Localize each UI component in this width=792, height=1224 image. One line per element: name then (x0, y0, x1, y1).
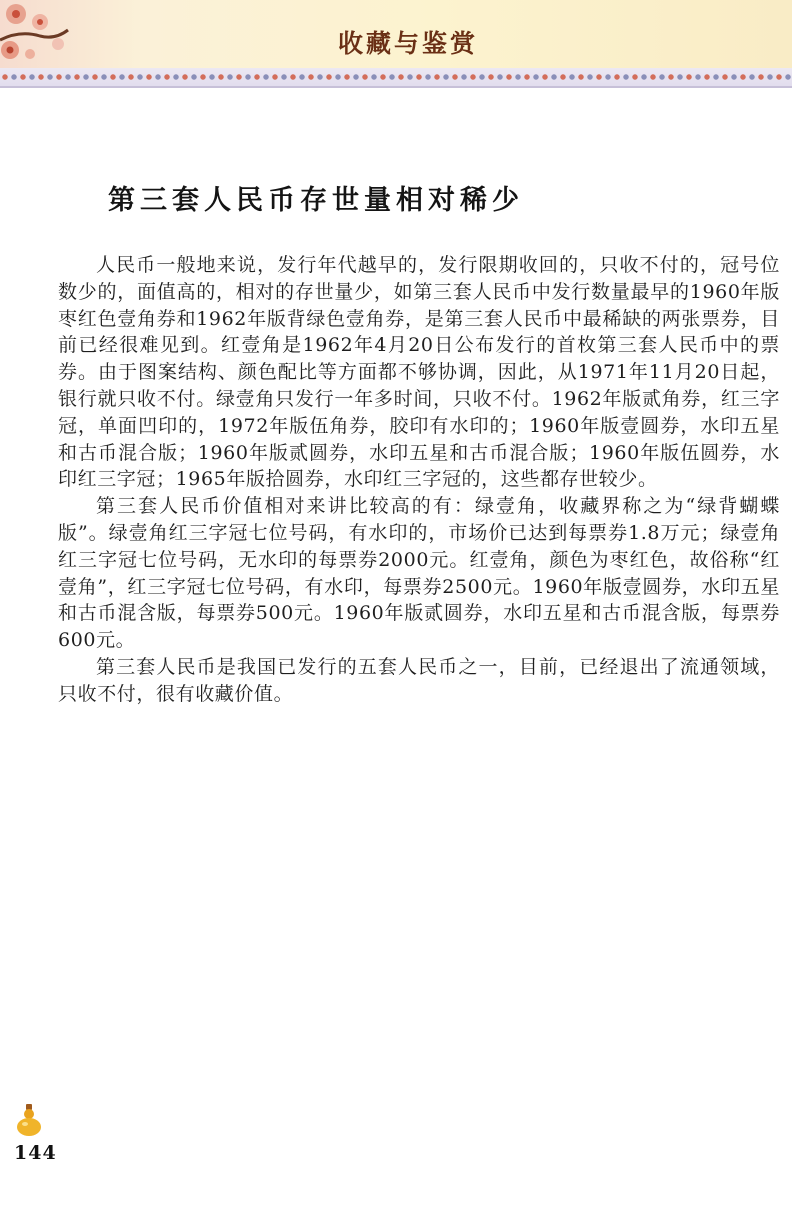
paragraph: 人民币一般地来说，发行年代越早的，发行限期收回的，只收不付的，冠号位数少的，面值高的，相对的存世量少，如第三套人民币中发行数量最早的1960年版枣红色壹角券和1962年版背绿色壹角券，是第三套人民币中最稀缺的两张票券，目前已经很难见到。红壹角是1962年4月20日公布发行的首枚第三套人民币中的票券。由于图案结构、颜色配比等方面都不够协调，因此，从1971年11月20日起，银行就只收不付。绿壹角只发行一年多时间，只收不付。1962年版贰角券，红三字冠，单面凹印的，1972年版伍角券，胶印有水印的；1960年版壹圆券，水印五星和古币混合版；1960年版贰圆券，水印五星和古币混合版；1960年版伍圆券，水印红三字冠；1965年版拾圆券，水印红三字冠的，这些都存世较少。 (58, 254, 780, 491)
header-band (0, 0, 792, 68)
page-number: 144 (14, 1142, 57, 1164)
article-body (58, 252, 780, 708)
header-divider (0, 86, 792, 88)
paragraph: 第三套人民币是我国已发行的五套人民币之一，目前，已经退出了流通领域，只收不付，很有收藏价值。 (58, 655, 780, 705)
plum-blossom-icon (0, 0, 70, 66)
decorative-border (0, 68, 792, 86)
gourd-icon (14, 1103, 44, 1137)
paragraph: 第三套人民币价值相对来讲比较高的有：绿壹角，收藏界称之为“绿背蝴蝶版”。绿壹角红三字冠七位号码，有水印的，市场价已达到每票券1.8万元；绿壹角红三字冠七位号码，无水印的每票券2000元。红壹角，颜色为枣红色，故俗称“红壹角”，红三字冠七位号码，有水印，每票券2500元。1960年版壹圆券，水印五星和古币混含版，每票券500元。1960年版贰圆券，水印五星和古币混含版，每票券600元。 (58, 495, 780, 652)
header-title: 收藏与鉴赏 (338, 29, 479, 58)
article-title: 第三套人民币存世量相对稀少 (108, 185, 524, 216)
